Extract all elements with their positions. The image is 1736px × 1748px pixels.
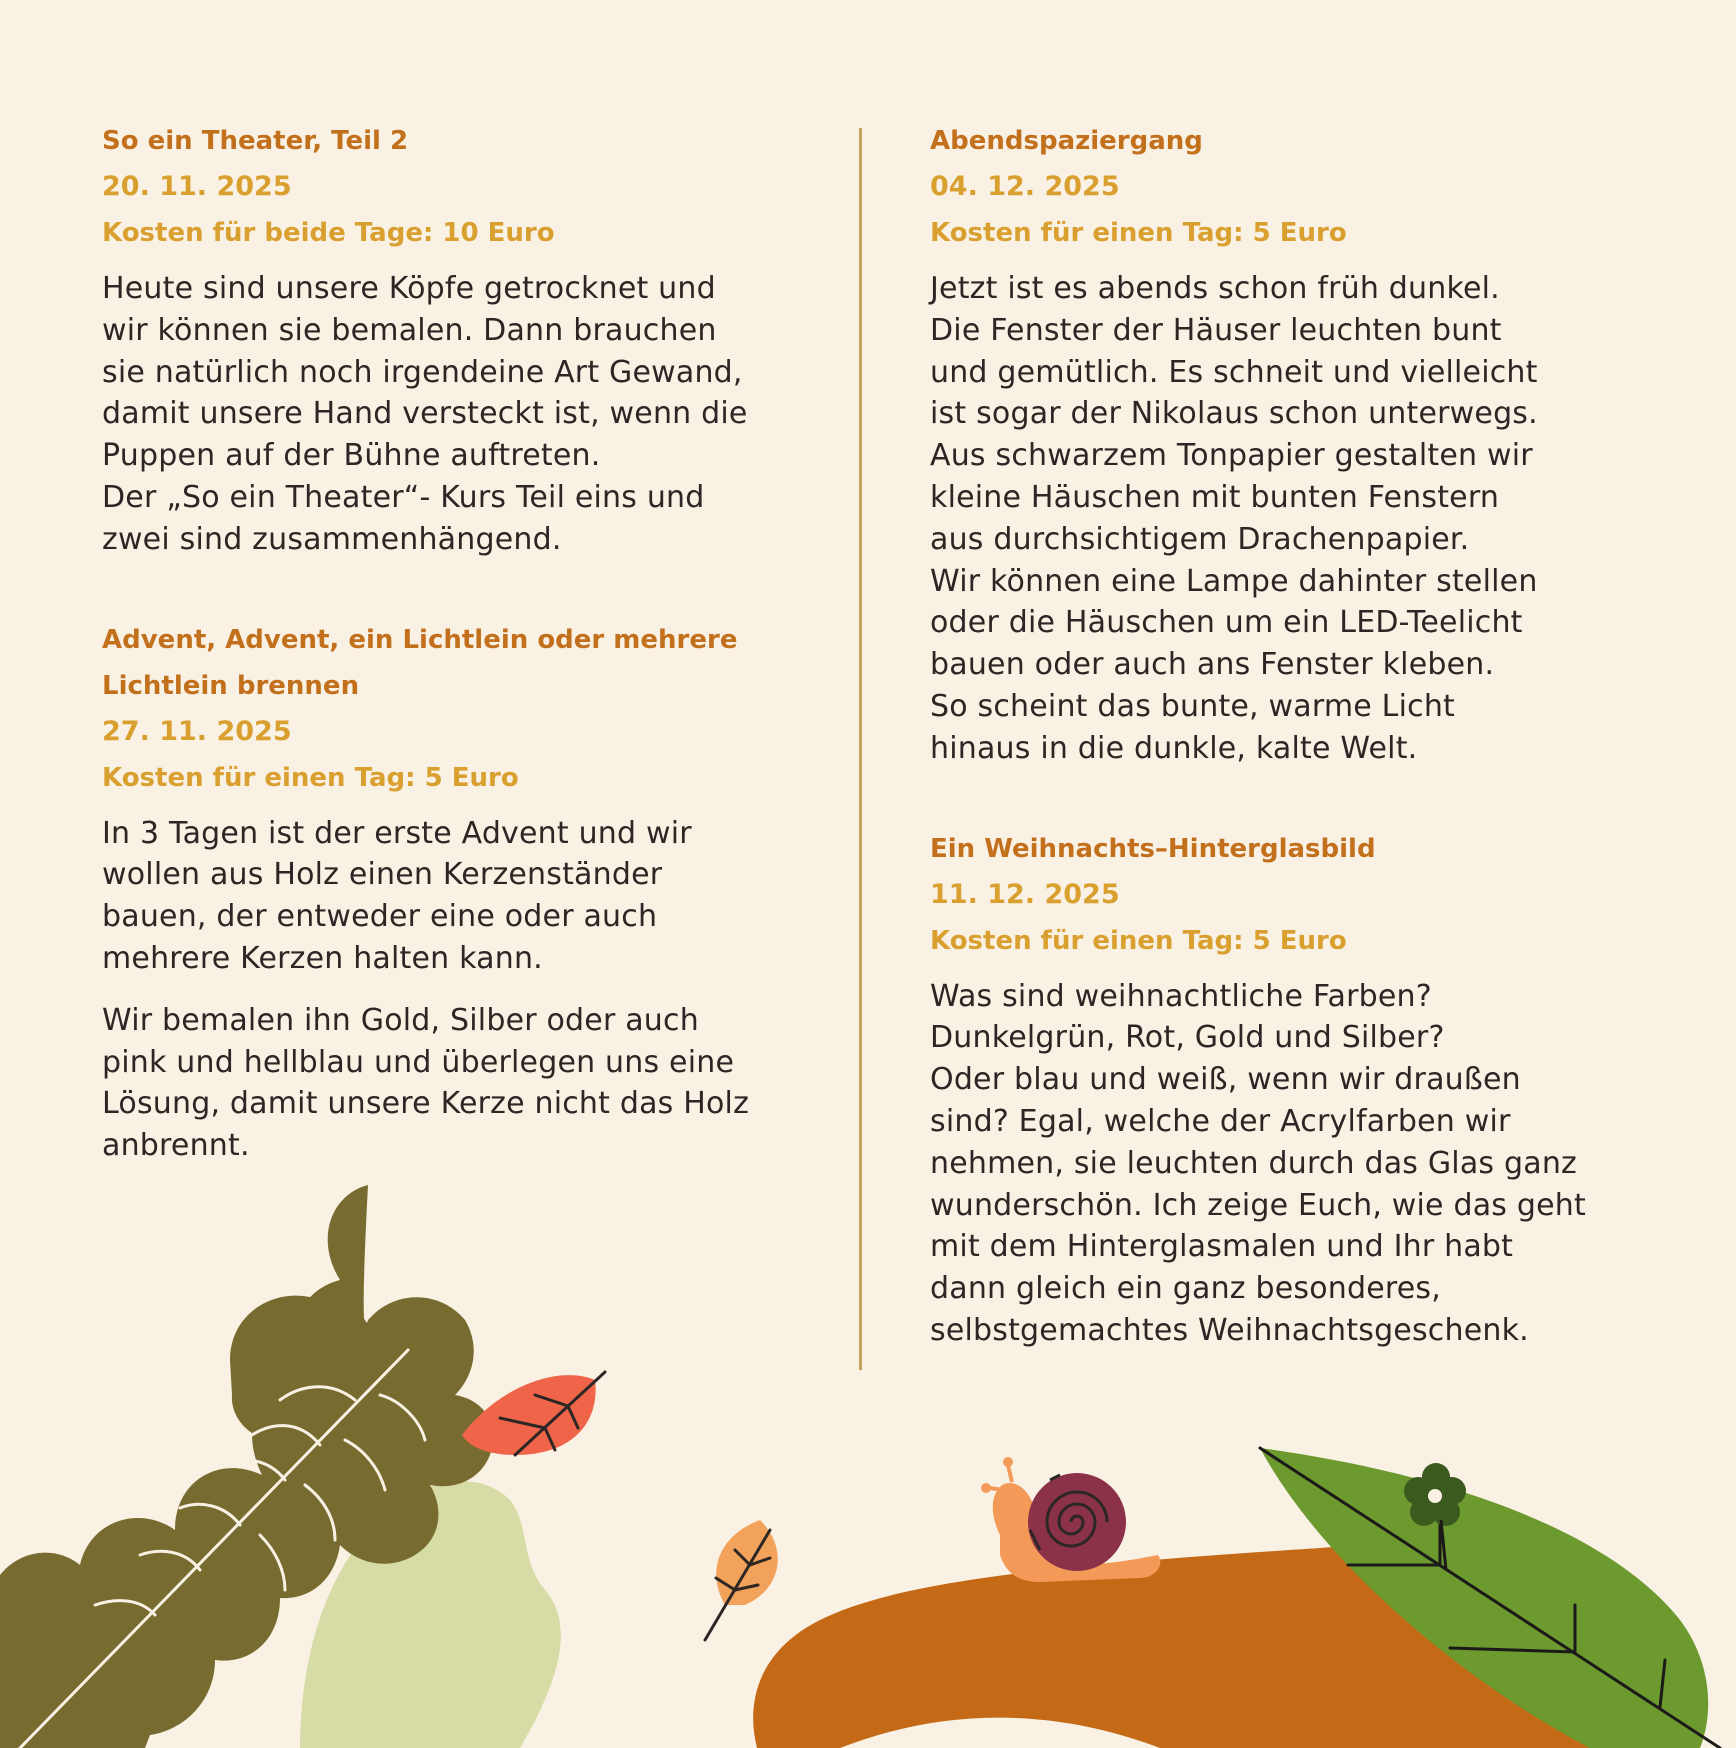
event-theater: [102, 118, 822, 561]
event-title: Abendspaziergang: [930, 126, 1203, 156]
left-column: [102, 118, 822, 1217]
event-cost: Kosten für einen Tag: 5 Euro: [102, 762, 519, 793]
falling-leaf-icon: [462, 1372, 605, 1455]
event-paragraph: Was sind weihnachtliche Farben? Dunkelgrün, Rot, Gold und Silber? Oder blau und weiß, wenn wir draußen sind? Egal, welche der Acrylfarben wir nehmen, sie leuchten durch das Glas ganz wunderschön. Ich zeige Euch, wie das geht mit dem Hinterglasmalen und Ihr habt dann gleich ein ganz besonderes, selbstgemachtes Weihnachtsgeschenk.: [930, 978, 1586, 1348]
right-column: [930, 118, 1650, 1402]
event-paragraph: Jetzt ist es abends schon früh dunkel. Die Fenster der Häuser leuchten bunt und gemütlich. Es schneit und vielleicht ist sogar der Nikolaus schon unterwegs. Aus schwarzem Tonpapier gestalten wir kleine Häuschen mit bunten Fenstern aus durchsichtigem Drachenpapier. Wir können eine Lampe dahinter stellen oder die Häuschen um ein LED-Teelicht bauen oder auch ans Fenster kleben. So scheint das bunte, warme Licht hinaus in die dunkle, kalte Welt.: [930, 271, 1538, 766]
event-title: So ein Theater, Teil 2: [102, 126, 409, 156]
column-divider: [859, 128, 862, 1370]
event-date: 04. 12. 2025: [930, 171, 1120, 202]
event-date: 11. 12. 2025: [930, 878, 1120, 910]
event-description: [102, 268, 822, 561]
event-advent: [102, 617, 822, 1167]
event-description: [930, 976, 1650, 1352]
event-description: [102, 813, 822, 1167]
event-paragraph: Heute sind unsere Köpfe getrocknet und wir können sie bemalen. Dann brauchen sie natürlich noch irgendeine Art Gewand, damit unsere Hand versteckt ist, wenn die Puppen auf der Bühne auftreten. Der „So ein Theater“- Kurs Teil eins und zwei sind zusammenhängend.: [102, 271, 748, 557]
small-leaf-icon: [705, 1520, 778, 1640]
event-cost: Kosten für einen Tag: 5 Euro: [930, 218, 1347, 248]
event-hinterglasbild: [930, 826, 1650, 1352]
event-paragraph: Wir bemalen ihn Gold, Silber oder auch pink und hellblau und überlegen uns eine Lösung, damit unsere Kerze nicht das Holz anbrennt.: [102, 1002, 750, 1164]
event-date: 27. 11. 2025: [102, 715, 292, 747]
event-description: [930, 268, 1650, 770]
event-date: 20. 11. 2025: [102, 171, 292, 202]
event-abendspaziergang: [930, 118, 1650, 770]
event-cost: Kosten für beide Tage: 10 Euro: [102, 218, 555, 248]
event-title: Ein Weihnachts–Hinterglasbild: [930, 833, 1376, 864]
event-paragraph: In 3 Tagen ist der erste Advent und wir wollen aus Holz einen Kerzenständer bauen, der entweder eine oder auch mehrere Kerzen halten kann.: [102, 815, 692, 976]
event-cost: Kosten für einen Tag: 5 Euro: [930, 925, 1347, 956]
event-title: Advent, Advent, ein Lichtlein oder mehrere Lichtlein brennen: [102, 624, 738, 701]
snail-icon: [981, 1457, 1160, 1582]
